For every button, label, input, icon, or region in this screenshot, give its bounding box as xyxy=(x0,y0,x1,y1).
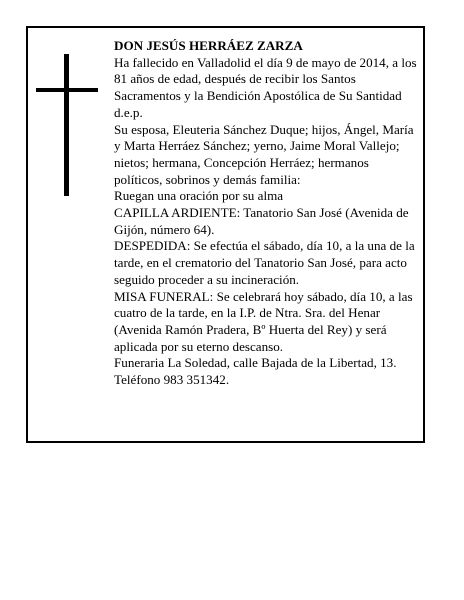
obituary-text xyxy=(114,38,418,389)
chapel-info: CAPILLA ARDIENTE: Tanatorio San José (Avenida de Gijón, número 64). xyxy=(114,205,409,237)
farewell-info: DESPEDIDA: Se efectúa el sábado, día 10, a la una de la tarde, en el crematorio del Tanatorio San José, para acto seguido proceder a su incineración. xyxy=(114,238,415,287)
dep-abbreviation: d.e.p. xyxy=(114,104,143,120)
cross-vertical-bar xyxy=(64,54,69,196)
funeral-home-info: Funeraria La Soledad, calle Bajada de la Libertad, 13. Teléfono 983 351342. xyxy=(114,355,397,388)
cross-icon xyxy=(36,54,98,196)
deceased-name: DON JESÚS HERRÁEZ ZARZA xyxy=(114,38,303,53)
death-notice: Ha fallecido en Valladolid el día 9 de mayo de 2014, a los 81 años de edad, después de recibir los Santos Sacramentos y la Bendición Apostólica de Su Santidad xyxy=(114,54,417,104)
cross-horizontal-bar xyxy=(36,88,98,92)
prayer-request: Ruegan una oración por su alma xyxy=(114,188,284,204)
family-list: Su esposa, Eleuteria Sánchez Duque; hijos, Ángel, María y Marta Herráez Sánchez; yerno, Jaime Moral Vallejo; nietos; hermana, Concepción Herráez; hermanos políticos, sobrinos y demás familia: xyxy=(114,121,414,187)
funeral-mass-info: MISA FUNERAL: Se celebrará hoy sábado, día 10, a las cuatro de la tarde, en la I.P. de Ntra. Sra. del Henar (Avenida Ramón Pradera, Bº Huerta del Rey) y será aplicada por su eterno descanso. xyxy=(114,288,413,354)
